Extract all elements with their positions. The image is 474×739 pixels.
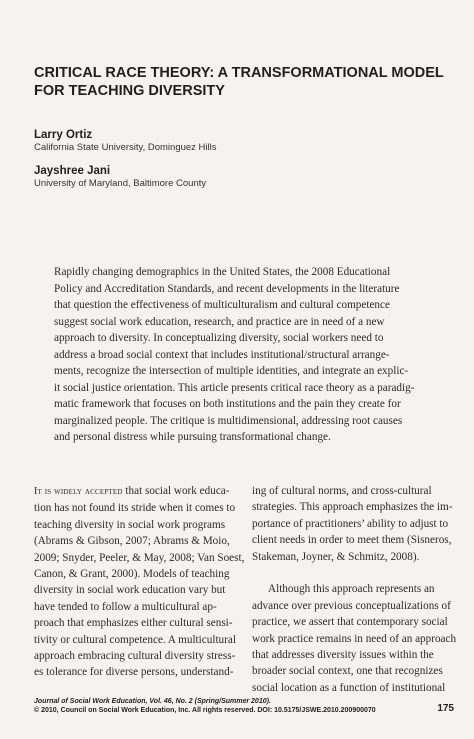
author-affiliation: California State University, Dominguez Hills (34, 142, 217, 153)
body-line: proach that emphasizes either cultural sensi- (34, 617, 233, 630)
author-name: Larry Ortiz (34, 129, 93, 141)
body-line: portance of practitioners’ ability to adjust to (252, 517, 449, 530)
body-line: es tolerance for diverse persons, understand- (34, 666, 234, 679)
abstract-line: suggest social work education, research, and practice are in need of a new (54, 315, 385, 328)
abstract-line: address a broad social context that includes institutional/structural arrange- (54, 348, 390, 361)
body-line: social location as a function of institutional (252, 681, 446, 694)
body-line: client needs in order to meet them (Sisneros, (252, 534, 452, 547)
body-line: work practice remains in need of an approach (252, 632, 457, 645)
abstract-line: Rapidly changing demographics in the United States, the 2008 Educational (54, 266, 391, 278)
body-line: (Abrams & Gibson, 2007; Abrams & Moio, (34, 535, 230, 548)
abstract-line: ments, recognize the intersection of multiple identities, and integrate an explic- (54, 365, 409, 377)
author-block (34, 128, 454, 154)
body-line: 2009; Snyder, Peeler, & May, 2008; Van Soest, (34, 551, 245, 564)
abstract-line: Policy and Accreditation Standards, and recent developments in the literature (54, 282, 400, 295)
abstract-line: marginalized people. The critique is multidimensional, addressing root causes (54, 414, 403, 427)
abstract-line: it social justice orientation. This article presents critical race theory as a paradig- (54, 381, 415, 394)
body-line: that addresses diversity issues within the (252, 649, 434, 662)
body-line (34, 483, 234, 500)
body-line: tion has not found its stride when it comes to (34, 502, 236, 515)
body-line-text: that social work educa- (122, 485, 230, 497)
body-line: diversity in social work education vary but (34, 584, 226, 597)
body-line: Canon, & Grant, 2000). Models of teaching (34, 568, 230, 581)
abstract (54, 264, 426, 446)
body-line: tivity or cultural competence. A multicultural (34, 633, 236, 646)
body-line: have tended to follow a multicultural ap- (34, 600, 217, 613)
body-line: ing of cultural norms, and cross-cultural (252, 485, 432, 497)
body-line: strategies. This approach emphasizes the im- (252, 501, 453, 514)
abstract-line: approach to diversity. In conceptualizing diversity, social workers need to (54, 332, 384, 344)
body-line: Stakeman, Joyner, & Schmitz, 2008). (252, 550, 420, 563)
abstract-line: matic framework that focuses on both institutions and the pain they create for (54, 398, 401, 410)
page-number: 175 (437, 703, 454, 714)
body-line: practice, we assert that contemporary social (252, 616, 448, 629)
page-footer (34, 697, 454, 715)
body-line: approach embracing cultural diversity stress- (34, 650, 236, 663)
body-line: broader social context, one that recognizes (252, 665, 443, 678)
body-column-right (252, 483, 457, 696)
body-line: teaching diversity in social work programs (34, 518, 226, 531)
author-affiliation: University of Maryland, Baltimore County (34, 178, 207, 189)
paragraph-gap (252, 565, 452, 581)
author-block (34, 164, 454, 190)
abstract-line: and personal distress while pursuing transformational change. (54, 431, 331, 443)
author-name: Jayshree Jani (34, 165, 111, 177)
body-line: Although this approach represents an (268, 583, 435, 596)
article-title (34, 64, 454, 100)
title-line: FOR TEACHING DIVERSITY (34, 83, 225, 99)
abstract-line: that question the effectiveness of multiculturalism and cultural competence (54, 299, 390, 311)
journal-citation: Journal of Social Work Education, Vol. 46, No. 2 (Spring/Summer 2010). (34, 698, 271, 705)
lead-in-small-caps: It is widely accepted (34, 486, 123, 497)
copyright-notice: © 2010, Council on Social Work Education, Inc. All rights reserved. DOI: 10.5175/JSWE.2010.200900070 (34, 707, 376, 714)
title-line: CRITICAL RACE THEORY: A TRANSFORMATIONAL MODEL (34, 65, 444, 81)
body-column-left (34, 483, 245, 681)
body-line: advance over previous conceptualizations of (252, 599, 451, 612)
